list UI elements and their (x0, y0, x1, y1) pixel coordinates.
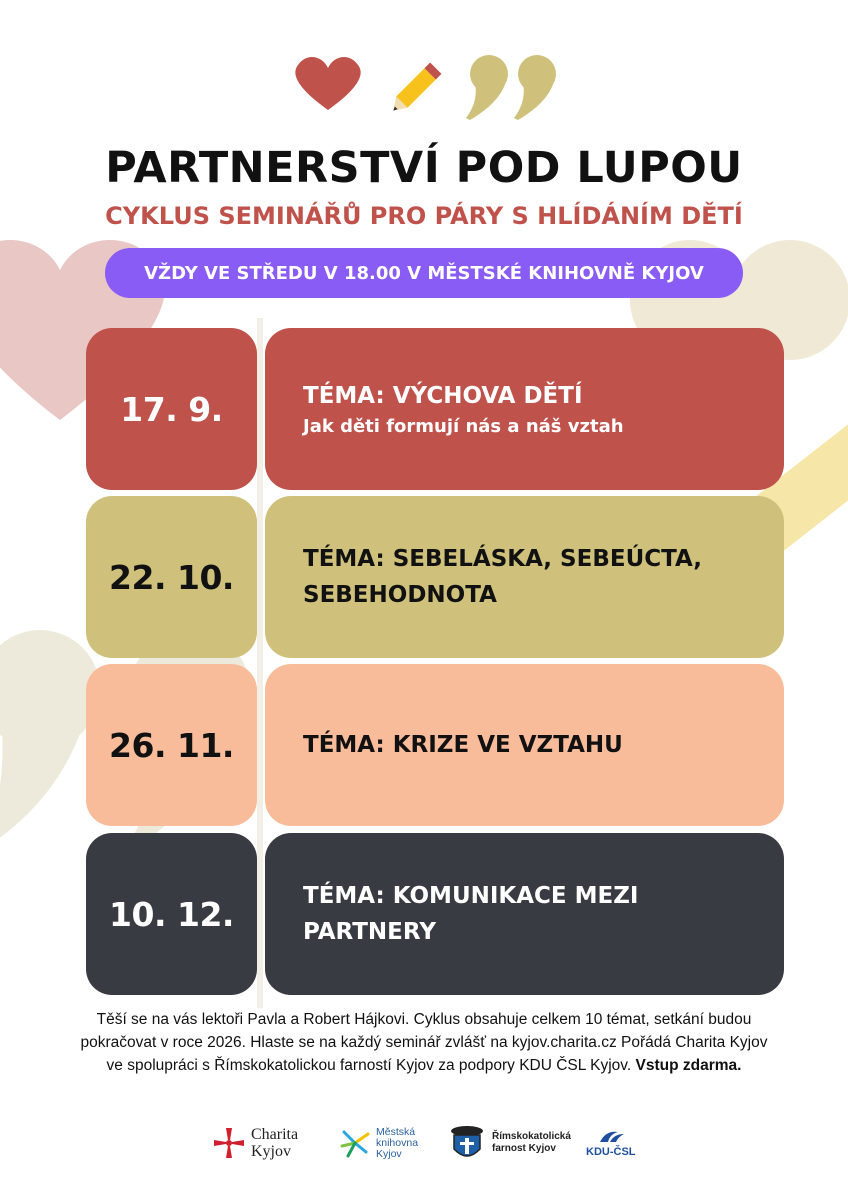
partner-logos (0, 1118, 848, 1178)
session-date: 22. 10. (86, 496, 257, 658)
footer-text (80, 1008, 768, 1077)
session-row (0, 833, 848, 995)
session-topic-box (265, 496, 784, 658)
session-date: 26. 11. (86, 664, 257, 826)
parish-line-2: farnost Kyjov (492, 1143, 556, 1154)
library-logo (338, 1118, 418, 1168)
kdu-name: KDU-ČSL (586, 1146, 636, 1158)
session-row (0, 328, 848, 490)
header-icons (0, 50, 848, 130)
page-subtitle: CYKLUS SEMINÁŘŮ PRO PÁRY S HLÍDÁNÍM DĚTÍ (105, 202, 743, 230)
schedule-banner: VŽDY VE STŘEDU V 18.00 V MĚSTSKÉ KNIHOVNĚ KYJOV (105, 248, 743, 298)
charita-cross-icon (212, 1126, 246, 1160)
parish-line-1: Římskokatolická (492, 1131, 571, 1142)
charita-city: Kyjov (251, 1143, 291, 1160)
session-topic: TÉMA: KOMUNIKACE MEZI PARTNERY (303, 883, 639, 945)
library-line-1: Městská (376, 1125, 416, 1138)
session-subtopic: Jak děti formují nás a náš vztah (303, 416, 624, 437)
session-topic-box (265, 833, 784, 995)
session-row (0, 496, 848, 658)
session-date: 17. 9. (86, 328, 257, 490)
session-topic-box (265, 328, 784, 490)
footer-body: Těší se na vás lektoři Pavla a Robert Hájkovi. Cyklus obsahuje celkem 10 témat, setkání budou pokračovat v roce 2026. Hlaste se na každý seminář zvlášť na kyjov.charita.cz Pořádá Charita Kyjov ve spolupráci s Římskokatolickou farností Kyjov za podpory KDU ČSL Kyjov. (80, 1011, 768, 1074)
free-entry-note: Vstup zdarma. (635, 1057, 742, 1074)
quote-icon (466, 55, 556, 120)
library-line-3: Kyjov (376, 1147, 402, 1160)
page-title: PARTNERSTVÍ POD LUPOU (105, 143, 743, 193)
parish-crest-icon (448, 1123, 486, 1163)
session-topic: TÉMA: KRIZE VE VZTAHU (303, 732, 623, 758)
heart-icon (295, 57, 360, 110)
parish-logo (448, 1118, 571, 1168)
pencil-icon (388, 63, 442, 117)
library-star-icon (338, 1126, 372, 1160)
session-topic: TÉMA: VÝCHOVA DĚTÍ (303, 383, 583, 409)
session-topic: TÉMA: SEBELÁSKA, SEBEÚCTA, SEBEHODNOTA (303, 546, 702, 608)
charita-logo (212, 1118, 298, 1168)
kdu-emblem-icon (596, 1128, 626, 1146)
library-line-2: knihovna (376, 1136, 419, 1149)
session-topic-box (265, 664, 784, 826)
kdu-logo (586, 1118, 636, 1168)
session-date: 10. 12. (86, 833, 257, 995)
session-row (0, 664, 848, 826)
charita-name: Charita (251, 1126, 299, 1143)
